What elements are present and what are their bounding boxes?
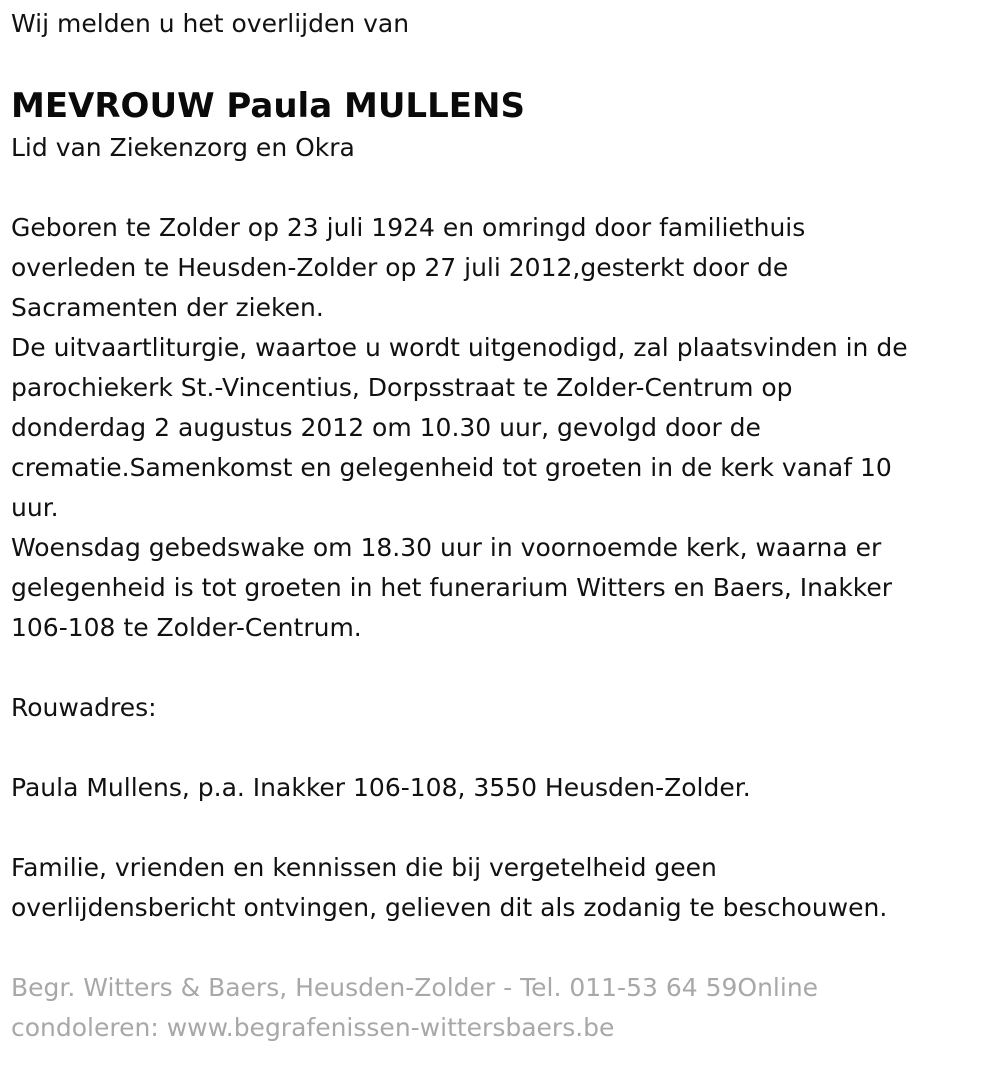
body-line: donderdag 2 augustus 2012 om 10.30 uur, gevolgd door de <box>11 413 761 442</box>
body-line: gelegenheid is tot groeten in het funerarium Witters en Baers, Inakker <box>11 573 893 602</box>
intro-text: Wij melden u het overlijden van <box>11 9 410 38</box>
closing-line: Familie, vrienden en kennissen die bij vergetelheid geen <box>11 853 717 882</box>
body-line: overleden te Heusden-Zolder op 27 juli 2012,gesterkt door de <box>11 253 789 282</box>
mourning-address: Paula Mullens, p.a. Inakker 106-108, 3550 Heusden-Zolder. <box>11 773 751 802</box>
body-line: Sacramenten der zieken. <box>11 293 324 322</box>
body-line: Woensdag gebedswake om 18.30 uur in voornoemde kerk, waarna er <box>11 533 882 562</box>
body-line: crematie.Samenkomst en gelegenheid tot groeten in de kerk vanaf 10 <box>11 453 892 482</box>
body-line: Geboren te Zolder op 23 juli 1924 en omringd door familiethuis <box>11 213 806 242</box>
spacer <box>11 928 986 968</box>
closing-note <box>11 848 986 928</box>
spacer <box>11 168 986 208</box>
funeral-home-footer <box>11 968 986 1048</box>
body-line: 106-108 te Zolder-Centrum. <box>11 613 362 642</box>
footer-line: condoleren: www.begrafenissen-wittersbaers.be <box>11 1013 615 1042</box>
address-label: Rouwadres: <box>11 693 157 722</box>
body-line: De uitvaartliturgie, waartoe u wordt uitgenodigd, zal plaatsvinden in de <box>11 333 908 362</box>
death-notice <box>11 4 986 1048</box>
body-line: parochiekerk St.-Vincentius, Dorpsstraat te Zolder-Centrum op <box>11 373 793 402</box>
footer-line: Begr. Witters & Baers, Heusden-Zolder - Tel. 011-53 64 59Online <box>11 973 819 1002</box>
membership-text: Lid van Ziekenzorg en Okra <box>11 133 355 162</box>
closing-line: overlijdensbericht ontvingen, gelieven dit als zodanig te beschouwen. <box>11 893 888 922</box>
deceased-name: MEVROUW Paula MULLENS <box>11 86 525 126</box>
spacer <box>11 728 986 768</box>
spacer <box>11 808 986 848</box>
spacer <box>11 648 986 688</box>
body-line: uur. <box>11 493 59 522</box>
notice-body <box>11 208 986 648</box>
